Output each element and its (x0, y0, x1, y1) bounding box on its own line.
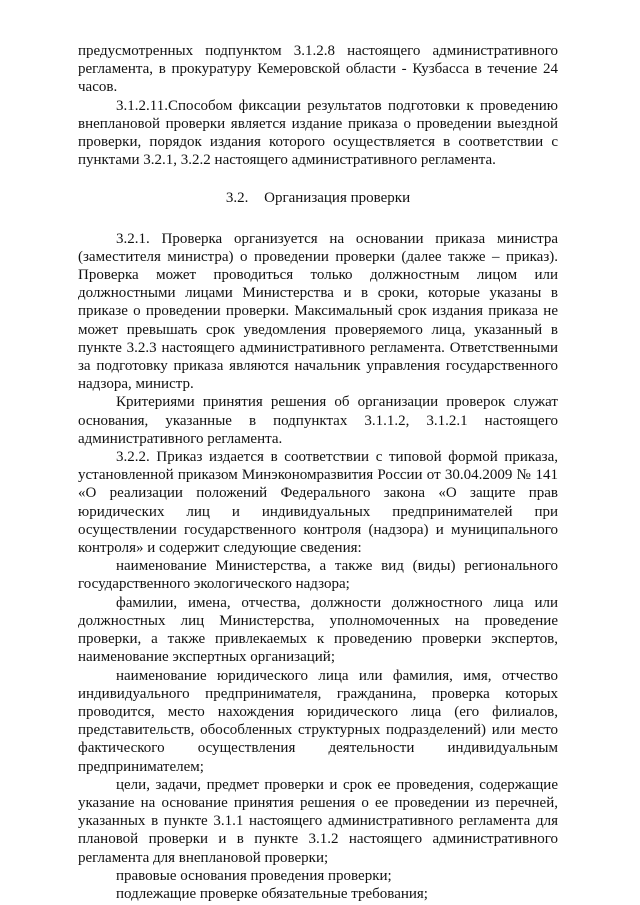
list-item: фамилии, имена, отчества, должности должностного лица или должностных лиц Министерства, уполномоченных на проведение проверки, а также привлекаемых к проведению проверки экспертов, наименование экспертных организаций; (78, 594, 558, 666)
list-item: подлежащие проверке обязательные требования; (116, 885, 428, 902)
section-title: Организация проверки (264, 190, 411, 207)
paragraph-criteria: Критериями принятия решения об организации проверок служат основания, указанные в подпунктах 3.1.1.2, 3.1.2.1 настоящего административного регламента. (78, 394, 558, 447)
document-page (78, 42, 558, 903)
section-number: 3.2. (225, 190, 249, 207)
paragraph-continuation: предусмотренных подпунктом 3.1.2.8 настоящего административного регламента, в прокуратуру Кемеровской области - Кузбасса в течение 24 часов. (78, 43, 558, 96)
paragraph-3-1-2-11: 3.1.2.11.Способом фиксации результатов подготовки к проведению внеплановой проверки является издание приказа о проведении выездной проверки, порядок издания которого осуществляется в соответствии с пунктами 3.2.1, 3.2.2 настоящего административного регламента. (78, 97, 558, 169)
section-heading (78, 189, 558, 207)
list-item: цели, задачи, предмет проверки и срок ее проведения, содержащие указание на основание принятия решения о ее проведении из перечней, указанных в пункте 3.1.1 настоящего административного регламента для плановой проверки и в пункте 3.1.2 настоящего административного регламента для внеплановой проверки; (78, 776, 558, 866)
paragraph-3-2-2: 3.2.2. Приказ издается в соответствии с типовой формой приказа, установленной приказом Минэкономразвития России от 30.04.2009 № 141 «О реализации положений Федерального закона «О защите прав юридических лиц и индивидуальных предпринимателей при осуществлении государственного контроля (надзора) и муниципального контроля» и содержит следующие сведения: (78, 449, 558, 557)
paragraph-3-2-1: 3.2.1. Проверка организуется на основании приказа министра (заместителя министра) о проведении проверки (далее также – приказ). Проверка может проводиться только должностным лицом или должностными лицами Министерства и в сроки, которые указаны в приказе о проведении проверки. Максимальный срок издания приказа не может превышать срок уведомления проверяемого лица, указанный в пункте 3.2.3 настоящего административного регламента. Ответственными за подготовку приказа являются начальник управления государственного надзора, министр. (78, 230, 558, 393)
list-item: наименование юридического лица или фамилия, имя, отчество индивидуального предпринимателя, гражданина, проверка которых проводится, место нахождения юридического лица (его филиалов, представительств, обособленных структурных подразделений) или место фактического осуществления деятельности индивидуальным предпринимателем; (78, 667, 558, 775)
list-item: наименование Министерства, а также вид (виды) регионального государственного экологического надзора; (78, 558, 558, 593)
list-item: правовые основания проведения проверки; (116, 867, 392, 884)
